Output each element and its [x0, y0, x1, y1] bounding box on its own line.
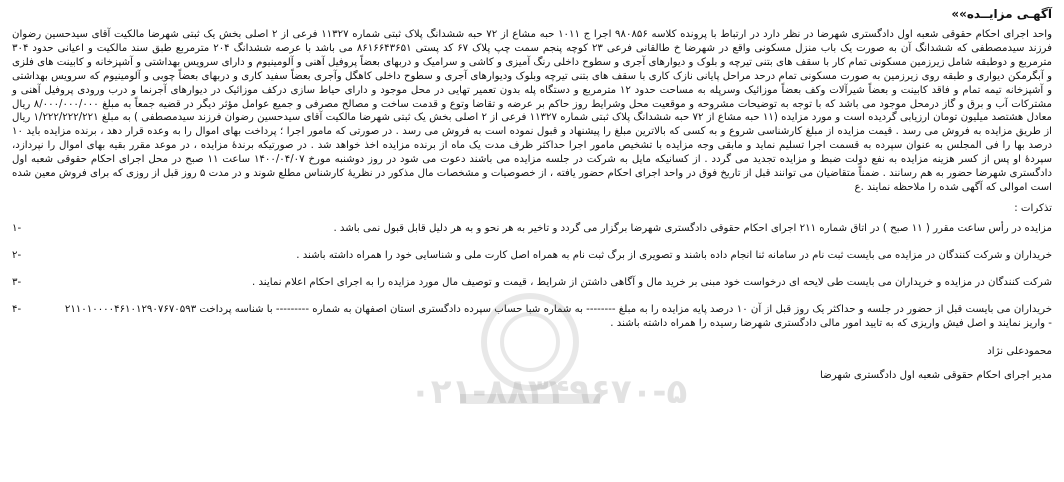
note-number: -۳ — [12, 276, 22, 288]
note-item — [12, 222, 1052, 236]
notice-heading: آگهـی مزایــده»» — [951, 7, 1052, 21]
note-text: خریداران می بایست قبل از حضور در جلسه و حداکثر یک روز قبل از آن ۱۰ درصد پایه مزایده را به مبلغ -------- به شماره شبا حساب سپرده دادگستری استان اصفهان به شماره --------- با شناسه پرداخت ۲۱۱۰۱۰۰۰۰۴۶۱۰۱۲۹۰۷۶۷۰۵۹۳ — [64, 303, 1052, 315]
note-number: -۱ — [12, 222, 22, 234]
notice-body: واحد اجرای احکام حقوقی شعبه اول دادگستری شهرضا در نظر دارد در ارتباط با پرونده کلاسه ۹۸۰۸۵۶ اجرا ج ۱۰۱۱ حبه مشاع از ۷۲ حبه ششدانگ پلاک ثبتی شماره ۱۱۳۲۷ فرعی از ۲ اصلی بخش یک ثبتی شهرضا مالکیت آقای سیدحسین رضوان فرزند سیدمصطفی که ششدانگ آن به صورت یک باب منزل مسکونی واقع در شهرضا خ طالقانی فرعی ۲۳ کوچه پنجم سمت چپ پلاک ۶۷ کد پستی ۸۶۱۶۶۴۳۶۵۱ می باشد با عرصه ششدانگ ۲۰۴ مترمربع طبق سند مالکیت و اعیانی حدود ۳۰۴ مترمربع و دوطبقه شامل زیرزمین مسکونی تمام کار با سقف های بتنی تیرچه و بلوک و دیوارهای آجری و سطوح داخلی رنگ آمیزی و کاشی و سرامیک و دربهای بعضاً پروفیل آهنی و آلومینیوم و دارای سرویس بهداشتی و آشپزخانه و کابینت های فلزی و آبگرمکن دیواری و طبقه روی زیرزمین به صورت مسکونی تمام درحد مراحل پایانی نازک کاری با سقف های بتنی تیرچه وبلوک ودیوارهای آجری و سطوح داخلی کاهگل وآجری بعضاً سفید کاری و دربهای بعضاً چوبی و آلومینیوم که سرویس بهداشتی و آشپزخانه تیمه تمام و فاقد کابینت و بعضاً شیرآلات وکف بعضاً موزائیک وسرپله به مساحت حدود ۱۲ مترمربع و دستگاه پله بدون تعمیر تهایی در محل موجود و دارای حیاط سازی درکف موزائیک در دیوارهای آجرنما و درب ورودی پروفیل آهنی و مشترکات آب و برق و گاز درمحل موجود می باشد که با توجه به توضیحات مشروحه و موقعیت محل وشرایط روز حاکم بر عرضه و تقاضا وتوع و قدمت ساخت و مصالح مصرفی و جمیع عوامل مؤثر دیگر در قضیه جمعاً به مبلغ ۸/۰۰۰/۰۰۰/۰۰۰ ریال معادل هشتصد میلیون تومان ارزیابی گردیده است و مورد مزایده (۱۱ حبه مشاع از ۷۲ حبه ششدانگ پلاک ثبتی شماره ۱۱۳۲۷ فرعی از ۲ اصلی بخش یک ثبتی شهرضا مالکیت آقای سیدحسین رضوان فرزند سیدمصطفی ) به مبلغ ۱/۲۲۲/۲۲۲/۲۲۱ ریال از طریق مزایده به فروش می رسد . قیمت مزایده از مبلغ کارشناسی شروع و به کسی که بالاترین مبلغ را پیشنهاد و قبول نموده است به فروش می رسد . در صورتی که مامور اجرا ؛ پرداخت بهای اموال را به وعده قرار دهد ، برنده مزایده باید ۱۰ درصد بها را فی المجلس به عنوان سپرده به قسمت اجرا تسلیم نماید و مابقی وجه مزایده با تشخیص مامور اجرا حداکثر ظرف مدت یک ماه از برنده مزایده اخذ خواهد شد . در صورتیکه برندهٔ مزایده ، در موعد مقرر بقیه بهای اموال را نپردازد، سپردهٔ او پس از کسر هزینه مزایده به نفع دولت ضبط و مزایده تجدید می گردد . از کسانیکه مایل به شرکت در جلسه مزایده می باشند دعوت می شود در روز دوشنبه مورخ ۱۴۰۰/۰۴/۰۷ ساعت ۱۱ صبح در محل اجرای احکام حقوقی شعبه اول دادگستری شهرضا حضور به هم رسانند . ضمناً متقاضیان می توانند قبل از تاریخ فوق در واحد اجرای احکام حضور یافته ، از خصوصیات و مشخصات مال مذکور در نظریهٔ کارشناس مطلع شوند و در مدت ۵ روز قبل از روزی که برای فروش معین شده است اموالی که آگهی شده را ملاحظه نمایند .ع — [12, 29, 1053, 193]
signatory-name: محمودعلی نژاد — [987, 345, 1052, 357]
signatory-title: مدیر اجرای احکام حقوقی شعبه اول دادگستری شهرضا — [820, 369, 1052, 381]
note-text: مزایده در رأس ساعت مقرر ( ۱۱ صبح ) در اتاق شماره ۲۱۱ اجرای احکام حقوقی دادگستری شهرضا برگزار می گردد و تاخیر به هر نحو و به هر دلیل قابل قبول نمی باشد . — [333, 222, 1052, 234]
note-text: شرکت کنندگان در مزایده و خریداران می بایست طی لایحه ای درخواست خود مبنی بر خرید مال و آگاهی داشتن از شرایط ، قیمت و توصیف مال مورد مزایده را به اجرای احکام اعلام نمایند . — [251, 276, 1052, 288]
note-item — [12, 249, 1052, 263]
note-text: - واریز نمایند و اصل فیش واریزی که به تایید امور مالی دادگستری شهرضا رسیده را همراه داشته باشند . — [610, 317, 1052, 329]
note-item-continuation — [12, 317, 1052, 331]
note-item — [12, 303, 1052, 317]
note-item — [12, 276, 1052, 290]
note-number: -۲ — [12, 249, 22, 261]
note-text: خریداران و شرکت کنندگان در مزایده می بایست ثبت نام در سامانه ثنا انجام داده باشند و تصویری از برگ ثبت نام به همراه اصل کارت ملی و شناسایی خود را همراه داشته باشند . — [296, 249, 1052, 261]
notes-title: تذکرات : — [1014, 202, 1052, 214]
watermark-phone: ۰۲۱-۸۸۳۴۹۶۷۰-۵ — [410, 372, 688, 412]
note-number: -۴ — [12, 303, 22, 315]
